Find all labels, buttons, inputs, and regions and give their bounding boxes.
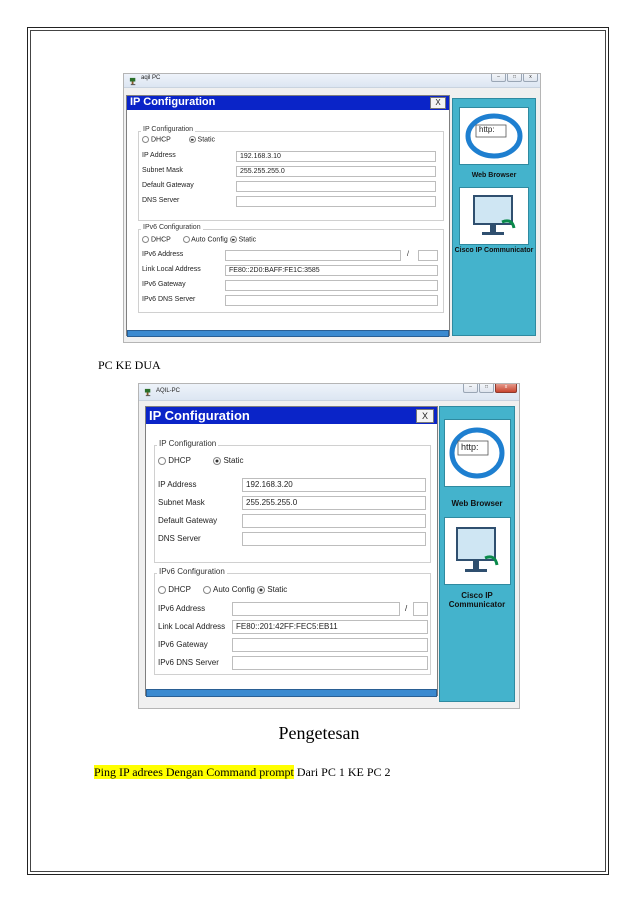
ipv6-gateway-field[interactable] [232, 638, 428, 652]
subnet-mask-label: Subnet Mask [142, 167, 183, 174]
section-heading: Pengetesan [278, 723, 360, 743]
web-browser-tile[interactable] [459, 107, 529, 165]
ipv6-mode-row [142, 236, 256, 243]
ipv4-group-title: IP Configuration [143, 126, 194, 133]
ipv6-mode-row [158, 585, 287, 594]
ip-address-label: IP Address [158, 480, 197, 489]
ipv6-slash: / [407, 251, 409, 258]
ip-address-label: IP Address [142, 152, 176, 159]
minimize-button[interactable]: – [491, 73, 506, 82]
web-browser-icon [445, 420, 510, 486]
window-controls [491, 73, 538, 82]
default-gateway-field[interactable] [242, 514, 426, 528]
subnet-mask-field[interactable]: 255.255.255.0 [242, 496, 426, 510]
pc-app-icon [129, 77, 138, 86]
subnet-mask-field[interactable]: 255.255.255.0 [236, 166, 436, 177]
ipv6-static-label: Static [267, 585, 288, 594]
static-label: Static [223, 456, 244, 465]
auto-config-label: Auto Config [213, 585, 255, 594]
close-window-button[interactable]: x [495, 383, 517, 393]
ipv6-address-field[interactable] [225, 250, 401, 261]
dns-server-label: DNS Server [158, 534, 201, 543]
ipv4-group [138, 126, 444, 221]
dhcp-label: DHCP [168, 456, 191, 465]
link-local-label: Link Local Address [142, 266, 201, 273]
ipv6-prefix-field[interactable] [413, 602, 428, 616]
dhcp-label: DHCP [150, 136, 171, 144]
ipv6-static-label: Static [238, 236, 257, 244]
ping-instruction [94, 765, 391, 780]
dialog-bottom-bar [127, 330, 449, 337]
static-label: Static [197, 136, 216, 144]
cisco-communicator-label: Cisco IP Communicator [448, 591, 506, 609]
dialog-title: IP Configuration [149, 408, 250, 423]
dialog-close-button[interactable]: X [430, 97, 446, 109]
subnet-mask-label: Subnet Mask [158, 498, 205, 507]
window-title: AQIL-PC [156, 388, 181, 394]
ipv6-dns-label: IPv6 DNS Server [142, 296, 196, 303]
dialog-title: IP Configuration [130, 96, 216, 108]
auto-config-label: Auto Config [191, 236, 228, 244]
ipv6-address-field[interactable] [232, 602, 400, 616]
maximize-button[interactable]: □ [507, 73, 522, 82]
maximize-button[interactable]: □ [479, 383, 494, 393]
close-window-button[interactable]: x [523, 73, 538, 82]
ipv4-mode-row [158, 456, 243, 465]
cisco-ip-communicator-tile[interactable] [444, 517, 511, 585]
ipv6-gateway-field[interactable] [225, 280, 438, 291]
ipv6-slash: / [405, 604, 408, 613]
ipv6-group-title: IPv6 Configuration [143, 224, 201, 231]
default-gateway-label: Default Gateway [142, 182, 194, 189]
ip-address-field[interactable]: 192.168.3.20 [242, 478, 426, 492]
cisco-communicator-icon [445, 518, 510, 584]
auto-config-radio[interactable] [203, 586, 211, 594]
ipv6-static-radio[interactable] [257, 586, 265, 594]
ipv6-gateway-label: IPv6 Gateway [158, 640, 208, 649]
default-gateway-label: Default Gateway [158, 516, 218, 525]
ipv6-dhcp-label: DHCP [168, 585, 191, 594]
ipv6-dhcp-radio[interactable] [142, 236, 149, 243]
dhcp-radio[interactable] [158, 457, 166, 465]
ipv6-dns-field[interactable] [232, 656, 428, 670]
http-text: http: [461, 442, 479, 452]
window-title: aqil PC [141, 75, 161, 81]
ipv6-prefix-field[interactable] [418, 250, 438, 261]
dialog-header [127, 96, 449, 110]
cisco-communicator-label: Cisco IP Communicator [454, 247, 534, 254]
ping-rest-text: Dari PC 1 KE PC 2 [293, 765, 391, 779]
auto-config-radio[interactable] [183, 236, 190, 243]
ipv6-address-label: IPv6 Address [158, 604, 206, 613]
screenshot-pc2 [138, 383, 520, 709]
dialog-close-button[interactable]: X [416, 409, 434, 423]
ipv6-gateway-label: IPv6 Gateway [142, 281, 186, 288]
dns-server-label: DNS Server [142, 197, 180, 204]
pc-app-icon [144, 388, 153, 397]
http-text: http: [479, 125, 495, 134]
ipv6-dns-field[interactable] [225, 295, 438, 306]
ipv6-static-radio[interactable] [230, 236, 237, 243]
desktop-side-panel [452, 98, 536, 336]
web-browser-label: Web Browser [451, 499, 503, 508]
web-browser-label: Web Browser [471, 172, 517, 179]
link-local-field[interactable]: FE80::2D0:BAFF:FE1C:3585 [225, 265, 438, 276]
window-titlebar [139, 384, 519, 401]
ipv6-group [154, 567, 431, 675]
default-gateway-field[interactable] [236, 181, 436, 192]
ipv4-mode-row [142, 136, 215, 143]
ipv6-address-label: IPv6 Address [142, 251, 184, 258]
dhcp-radio[interactable] [142, 136, 149, 143]
ipv4-group [154, 439, 431, 563]
web-browser-tile[interactable] [444, 419, 511, 487]
ip-address-field[interactable]: 192.168.3.10 [236, 151, 436, 162]
link-local-label: Link Local Address [158, 622, 226, 631]
ipv6-dhcp-label: DHCP [150, 236, 171, 244]
cisco-ip-communicator-tile[interactable] [459, 187, 529, 245]
ipv6-dhcp-radio[interactable] [158, 586, 166, 594]
caption-second-pc: PC KE DUA [98, 358, 161, 372]
dialog-header [146, 407, 437, 424]
dns-server-field[interactable] [242, 532, 426, 546]
web-browser-icon [460, 108, 528, 164]
ipv6-dns-label: IPv6 DNS Server [158, 658, 219, 667]
window-controls [463, 383, 517, 393]
ip-config-dialog [126, 95, 450, 336]
ping-highlight-text: Ping IP adrees Dengan Command prompt [94, 765, 294, 779]
screenshot-pc1 [123, 73, 541, 343]
link-local-field[interactable]: FE80::201:42FF:FEC5:EB11 [232, 620, 428, 634]
dns-server-field[interactable] [236, 196, 436, 207]
ipv4-group-title: IP Configuration [159, 439, 217, 448]
desktop-side-panel [439, 406, 515, 702]
ipv6-group [138, 224, 444, 313]
ipv6-group-title: IPv6 Configuration [159, 567, 225, 576]
static-radio[interactable] [189, 136, 196, 143]
ip-config-dialog [145, 406, 438, 696]
static-radio[interactable] [213, 457, 221, 465]
cisco-communicator-icon [460, 188, 528, 244]
window-titlebar [124, 74, 540, 88]
minimize-button[interactable]: – [463, 383, 478, 393]
dialog-bottom-bar [146, 689, 437, 697]
